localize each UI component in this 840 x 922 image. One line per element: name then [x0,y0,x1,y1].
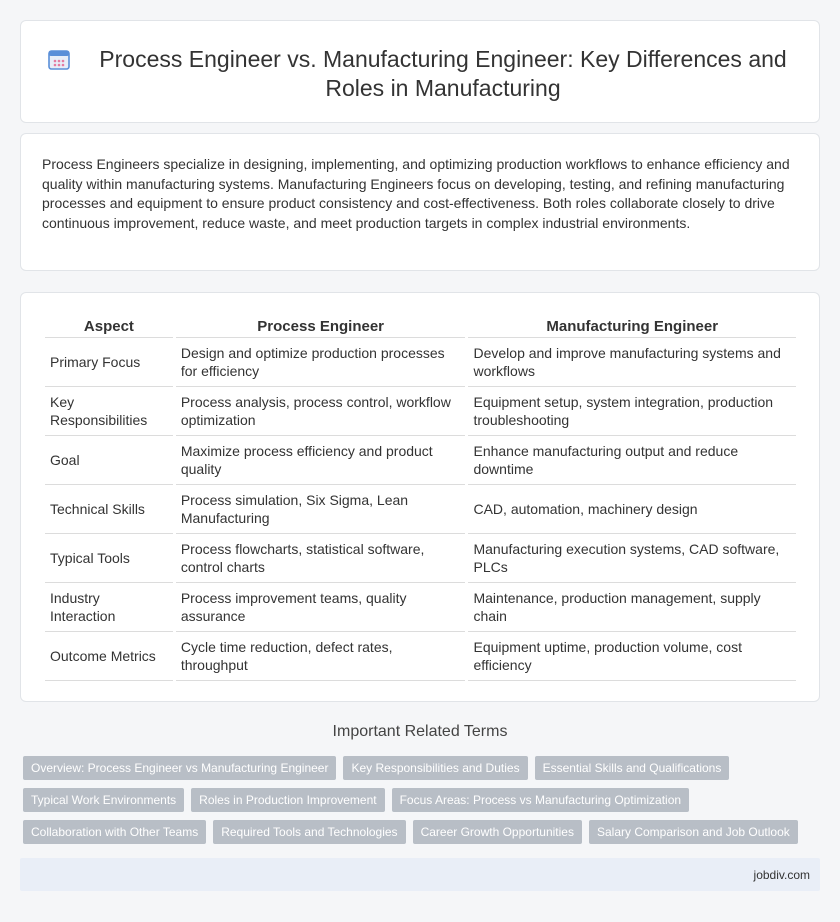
column-header: Process Engineer [176,314,466,338]
table-cell: Industry Interaction [45,583,173,632]
related-term-tag[interactable]: Roles in Production Improvement [191,788,384,812]
related-term-tag[interactable]: Essential Skills and Qualifications [535,756,730,780]
table-cell: Design and optimize production processes for efficiency [176,338,466,387]
table-cell: Equipment uptime, production volume, cost efficiency [468,632,796,681]
table-cell: Process flowcharts, statistical software, control charts [176,534,466,583]
page-title: Process Engineer vs. Manufacturing Engineer: Key Differences and Roles in Manufacturing [99,46,787,101]
table-cell: Outcome Metrics [45,632,173,681]
related-term-tag[interactable]: Collaboration with Other Teams [23,820,206,844]
table-cell: Develop and improve manufacturing systems and workflows [468,338,796,387]
table-cell: Equipment setup, system integration, production troubleshooting [468,387,796,436]
table-row [45,387,796,436]
table-cell: Enhance manufacturing output and reduce downtime [468,436,796,485]
table-cell: Maximize process efficiency and product quality [176,436,466,485]
table-cell: Cycle time reduction, defect rates, throughput [176,632,466,681]
related-term-tag[interactable]: Focus Areas: Process vs Manufacturing Optimization [392,788,689,812]
calendar-icon [48,48,70,70]
footer-site-link[interactable]: jobdiv.com [753,868,810,882]
related-term-tag[interactable]: Salary Comparison and Job Outlook [589,820,798,844]
related-terms-title: Important Related Terms [332,723,508,740]
table-cell: Manufacturing execution systems, CAD software, PLCs [468,534,796,583]
related-term-tag[interactable]: Required Tools and Technologies [213,820,405,844]
title-card [20,20,820,123]
related-term-tag[interactable]: Typical Work Environments [23,788,184,812]
table-row [45,632,796,681]
related-terms-list [23,756,813,844]
table-cell: Process simulation, Six Sigma, Lean Manufacturing [176,485,466,534]
related-term-tag[interactable]: Overview: Process Engineer vs Manufacturing Engineer [23,756,336,780]
table-cell: Maintenance, production management, supply chain [468,583,796,632]
comparison-table [42,314,799,681]
table-cell: Process analysis, process control, workflow optimization [176,387,466,436]
table-cell: Goal [45,436,173,485]
table-row [45,485,796,534]
table-row [45,534,796,583]
table-cell: Process improvement teams, quality assurance [176,583,466,632]
table-row [45,583,796,632]
comparison-card [20,292,820,702]
related-term-tag[interactable]: Career Growth Opportunities [413,820,582,844]
column-header: Manufacturing Engineer [468,314,796,338]
footer [20,858,820,891]
intro-paragraph: Process Engineers specialize in designing, implementing, and optimizing production workflows to enhance efficiency and quality within manufacturing systems. Manufacturing Engineers focus on developing, testing, and refining manufacturing processes and equipment to ensure product consistency and cost-effectiveness. Both roles collaborate closely to drive continuous improvement, reduce waste, and meet production targets in complex industrial environments. [42,156,790,231]
intro-card [20,133,820,271]
table-cell: Typical Tools [45,534,173,583]
column-header: Aspect [45,314,173,338]
table-cell: CAD, automation, machinery design [468,485,796,534]
related-term-tag[interactable]: Key Responsibilities and Duties [343,756,527,780]
table-cell: Key Responsibilities [45,387,173,436]
table-row [45,338,796,387]
table-row [45,436,796,485]
table-header-row [45,314,796,338]
table-cell: Primary Focus [45,338,173,387]
table-cell: Technical Skills [45,485,173,534]
